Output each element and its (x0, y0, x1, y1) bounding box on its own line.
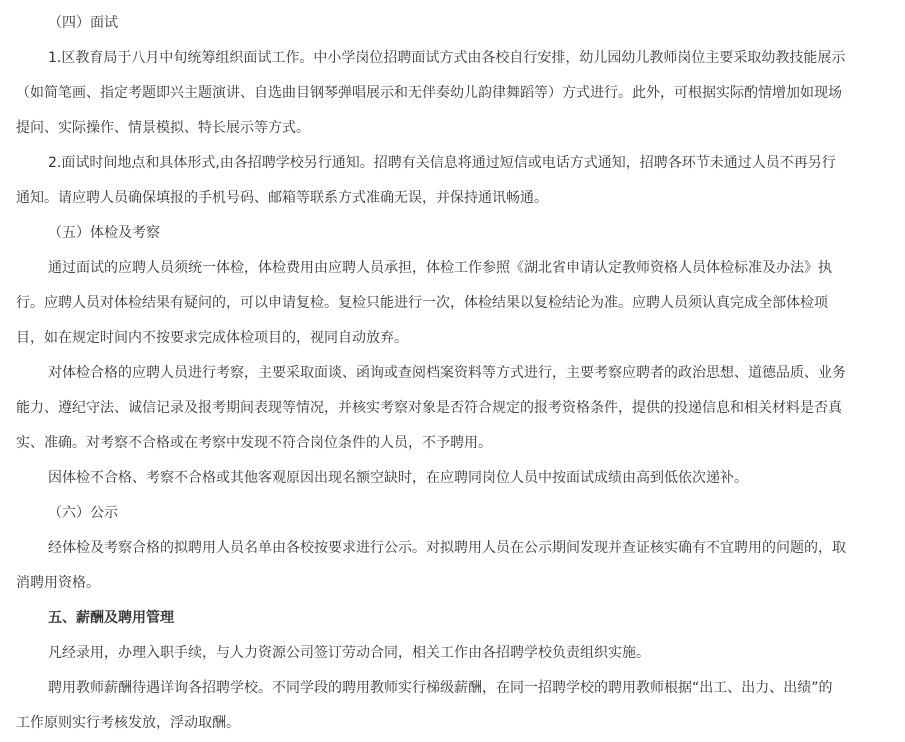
paragraph-line: 实、准确。对考察不合格或在考察中发现不符合岗位条件的人员，不予聘用。 (16, 435, 492, 451)
paragraph-line: 对体检合格的应聘人员进行考察，主要采取面谈、函询或查阅档案资料等方式进行，主要考察应聘者的政治思想、道德品质、业务 (48, 365, 846, 381)
paragraph-line: 目，如在规定时间内不按要求完成体检项目的，视同自动放弃。 (16, 330, 408, 346)
paragraph-line: 因体检不合格、考察不合格或其他客观原因出现名额空缺时，在应聘同岗位人员中按面试成绩由高到低依次递补。 (48, 470, 748, 486)
paragraph-line: 能力、遵纪守法、诚信记录及报考期间表现等情况，并核实考察对象是否符合规定的报考资格条件，提供的投递信息和相关材料是否真 (16, 400, 842, 416)
paragraph-line: 工作原则实行考核发放，浮动取酬。 (16, 715, 240, 731)
paragraph-line: 2.面试时间地点和具体形式,由各招聘学校另行通知。招聘有关信息将通过短信或电话方式通知，招聘各环节未通过人员不再另行 (48, 155, 836, 171)
paragraph-line: 经体检及考察合格的拟聘用人员名单由各校按要求进行公示。对拟聘用人员在公示期间发现并查证核实确有不宜聘用的问题的，取 (48, 540, 846, 556)
section-5-subheading: （五）体检及考察 (48, 225, 160, 241)
paragraph-line: 消聘用资格。 (16, 575, 100, 591)
paragraph-line: 提问、实际操作、情景模拟、特长展示等方式。 (16, 120, 310, 136)
paragraph-line: 行。应聘人员对体检结果有疑问的，可以申请复检。复检只能进行一次，体检结果以复检结论为准。应聘人员须认真完成全部体检项 (16, 295, 828, 311)
paragraph-line: 通知。请应聘人员确保填报的手机号码、邮箱等联系方式准确无误，并保持通讯畅通。 (16, 190, 548, 206)
paragraph-line: 1.区教育局于八月中旬统筹组织面试工作。中小学岗位招聘面试方式由各校自行安排，幼儿园幼儿教师岗位主要采取幼教技能展示 (48, 50, 846, 66)
paragraph-line: （如简笔画、指定考题即兴主题演讲、自选曲目钢琴弹唱展示和无伴奏幼儿韵律舞蹈等）方式进行。此外，可根据实际酌情增加如现场 (16, 85, 842, 101)
section-6-subheading: （六）公示 (48, 505, 118, 521)
paragraph-line: 聘用教师薪酬待遇详询各招聘学校。不同学段的聘用教师实行梯级薪酬，在同一招聘学校的聘用教师根据“出工、出力、出绩”的 (48, 680, 833, 696)
paragraph-line: 凡经录用，办理入职手续，与人力资源公司签订劳动合同，相关工作由各招聘学校负责组织实施。 (48, 645, 650, 661)
section-4-subheading: （四）面试 (48, 15, 118, 31)
paragraph-line: 通过面试的应聘人员须统一体检，体检费用由应聘人员承担，体检工作参照《湖北省申请认定教师资格人员体检标准及办法》执 (48, 260, 832, 276)
section-heading-salary: 五、薪酬及聘用管理 (48, 610, 174, 626)
